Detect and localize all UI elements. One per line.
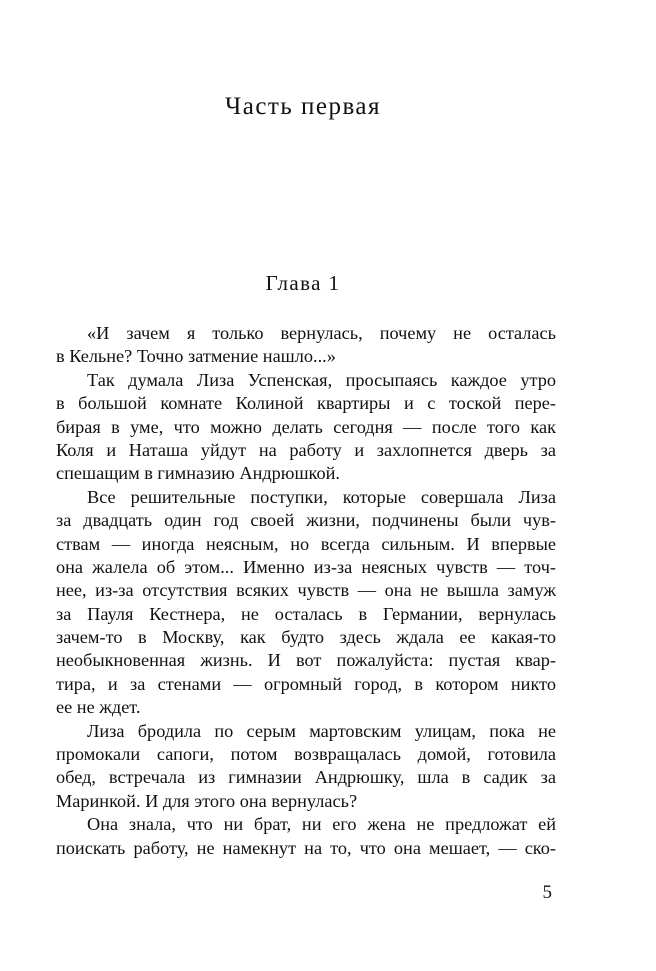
text-line: тира, и за стенами — огромный город, в котором никто [56, 673, 556, 694]
part-title: Часть первая [224, 93, 382, 120]
text-line: ствам — иногда неясным, но всегда сильным. И впервые [56, 533, 556, 554]
text-line: она жалела об этом... Именно из-за неясных чувств — точ- [56, 556, 556, 577]
text-line: ее не ждет. [56, 697, 141, 718]
text-line: поискать работу, не намекнут на то, что она мешает, — ско- [56, 837, 556, 858]
text-line: Все решительные поступки, которые совершала Лиза [87, 486, 556, 507]
text-line: «И зачем я только вернулась, почему не осталась [87, 323, 556, 343]
text-line: Маринкой. И для этого она вернулась? [56, 790, 358, 811]
text-line: за двадцать один год своей жизни, подчинены были чув- [56, 510, 556, 531]
page-number: 5 [542, 882, 552, 903]
text-line: промокали сапоги, потом возвращалась домой, готовила [56, 744, 556, 765]
text-line: за Пауля Кестнера, не осталась в Германии, вернулась [56, 603, 556, 624]
text-line: Лиза бродила по серым мартовским улицам, пока не [87, 720, 556, 741]
text-line: зачем-то в Москву, как будто здесь ждала ее какая-то [56, 627, 556, 648]
text-line: Она знала, что ни брат, ни его жена не предложат ей [87, 814, 556, 835]
text-line: обед, встречала из гимназии Андрюшку, шла в садик за [56, 767, 556, 788]
text-line: в Кельне? Точно затмение нашло...» [56, 346, 336, 367]
text-line: бирая в уме, что можно делать сегодня — после того как [56, 416, 556, 437]
body-text [56, 322, 556, 860]
text-line: Коля и Наташа уйдут на работу и захлопнется дверь за [56, 439, 556, 460]
text-line: нее, из-за отсутствия всяких чувств — она не вышла замуж [56, 580, 556, 601]
text-line: спешащим в гимназию Андрюшкой. [56, 463, 340, 484]
chapter-title: Глава 1 [265, 271, 341, 295]
text-line: необыкновенная жизнь. И вот пожалуйста: пустая квар- [56, 650, 556, 671]
text-line: Так думала Лиза Успенская, просыпаясь каждое утро [87, 369, 556, 390]
text-line: в большой комнате Колиной квартиры и с тоской пере- [56, 393, 556, 414]
